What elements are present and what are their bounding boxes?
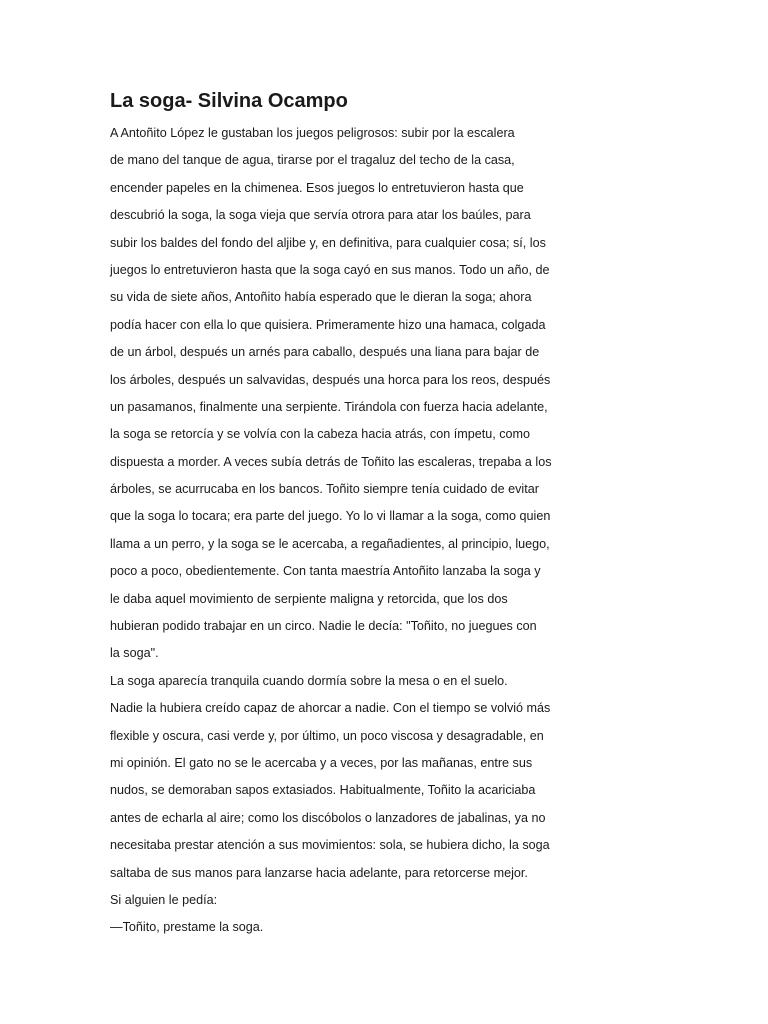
text-line: su vida de siete años, Antoñito había esperado que le dieran la soga; ahora: [110, 290, 532, 305]
text-line: descubrió la soga, la soga vieja que servía otrora para atar los baúles, para: [110, 208, 531, 223]
text-line: encender papeles en la chimenea. Esos juegos lo entretuvieron hasta que: [110, 180, 524, 195]
text-line: hubieran podido trabajar en un circo. Nadie le decía: "Toñito, no juegues con: [110, 619, 537, 634]
text-line: —Toñito, prestame la soga.: [110, 920, 264, 935]
text-line: mi opinión. El gato no se le acercaba y a veces, por las mañanas, entre sus: [110, 755, 533, 770]
text-line: juegos lo entretuvieron hasta que la soga cayó en sus manos. Todo un año, de: [110, 262, 550, 277]
text-line: saltaba de sus manos para lanzarse hacia adelante, para retorcerse mejor.: [110, 865, 528, 880]
text-line: llama a un perro, y la soga se le acercaba, a regañadientes, al principio, luego,: [110, 536, 550, 551]
document-page: [110, 88, 570, 942]
document-body: [110, 120, 570, 942]
text-line: de un árbol, después un arnés para caballo, después una liana para bajar de: [110, 345, 540, 360]
text-line: que la soga lo tocara; era parte del juego. Yo lo vi llamar a la soga, como quien: [110, 509, 551, 524]
text-line: subir los baldes del fondo del aljibe y, en definitiva, para cualquier cosa; sí, los: [110, 235, 546, 250]
text-line: podía hacer con ella lo que quisiera. Primeramente hizo una hamaca, colgada: [110, 317, 546, 332]
text-line: antes de echarla al aire; como los discóbolos o lanzadores de jabalinas, ya no: [110, 810, 546, 825]
document-title: La soga- Silvina Ocampo: [110, 90, 348, 112]
text-line: necesitaba prestar atención a sus movimientos: sola, se hubiera dicho, la soga: [110, 838, 550, 853]
text-line: árboles, se acurrucaba en los bancos. Toñito siempre tenía cuidado de evitar: [110, 482, 539, 497]
text-line: un pasamanos, finalmente una serpiente. Tirándola con fuerza hacia adelante,: [110, 399, 548, 414]
text-line: Nadie la hubiera creído capaz de ahorcar a nadie. Con el tiempo se volvió más: [110, 701, 551, 716]
text-line: La soga aparecía tranquila cuando dormía sobre la mesa o en el suelo.: [110, 673, 508, 688]
text-line: la soga".: [110, 646, 159, 661]
text-line: los árboles, después un salvavidas, después una horca para los reos, después: [110, 372, 551, 387]
text-line: dispuesta a morder. A veces subía detrás de Toñito las escaleras, trepaba a los: [110, 454, 552, 469]
text-line: flexible y oscura, casi verde y, por último, un poco viscosa y desagradable, en: [110, 728, 544, 743]
text-line: la soga se retorcía y se volvía con la cabeza hacia atrás, con ímpetu, como: [110, 427, 531, 442]
text-line: nudos, se demoraban sapos extasiados. Habitualmente, Toñito la acariciaba: [110, 783, 536, 798]
text-line: le daba aquel movimiento de serpiente maligna y retorcida, que los dos: [110, 591, 508, 606]
text-line: A Antoñito López le gustaban los juegos peligrosos: subir por la escalera: [110, 126, 515, 140]
text-line: poco a poco, obedientemente. Con tanta maestría Antoñito lanzaba la soga y: [110, 564, 541, 579]
text-line: Si alguien le pedía:: [110, 892, 218, 907]
text-line: de mano del tanque de agua, tirarse por el tragaluz del techo de la casa,: [110, 153, 515, 168]
